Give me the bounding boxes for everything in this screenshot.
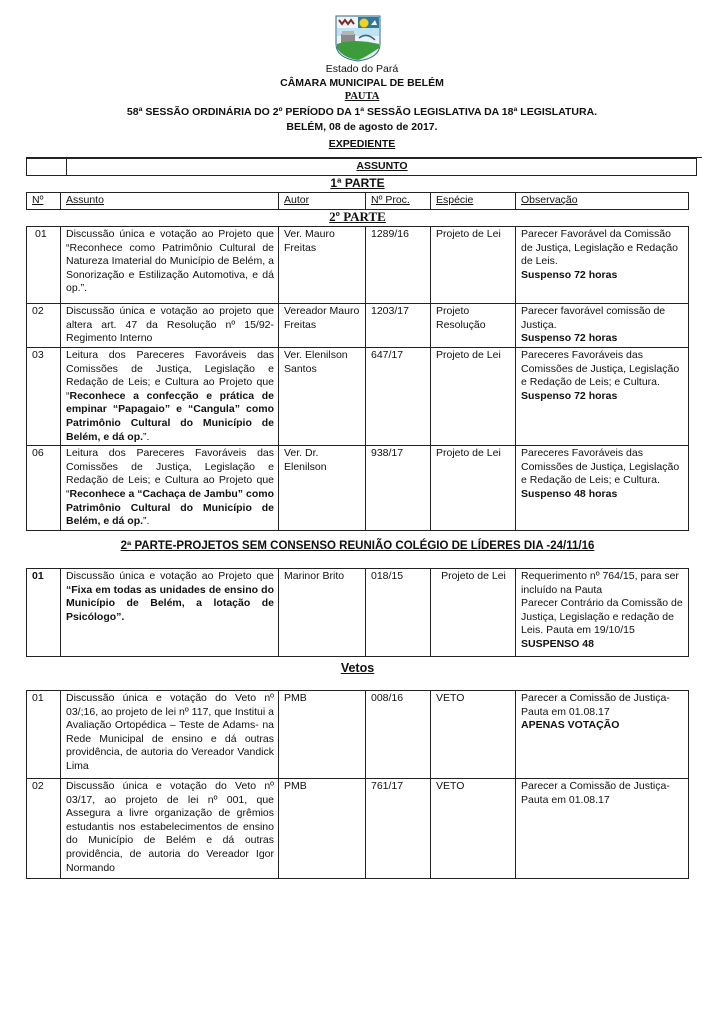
row-number: 02 xyxy=(27,304,61,348)
table-row xyxy=(27,446,689,531)
row-number: 01 xyxy=(27,691,61,779)
state-name: Estado do Pará xyxy=(325,63,399,75)
row-especie: VETO xyxy=(431,691,516,779)
chamber-name: CÂMARA MUNICIPAL DE BELÉM xyxy=(280,77,444,89)
col-header-num: Nº xyxy=(27,193,61,210)
row-observacao: Parecer a Comissão de Justiça-Pauta em 01.08.17 xyxy=(516,779,689,879)
row-autor: Ver. Dr. Elenilson xyxy=(279,446,366,531)
assunto-table xyxy=(26,158,697,176)
row-number: 06 xyxy=(27,446,61,531)
table-row xyxy=(27,569,689,657)
row-autor: Ver. Mauro Freitas xyxy=(279,227,366,304)
column-header-table xyxy=(26,192,689,210)
row-observacao: Parecer a Comissão de Justiça-Pauta em 01.08.17 APENAS VOTAÇÃO xyxy=(516,691,689,779)
row-especie: VETO xyxy=(431,779,516,879)
section-parte2: 2º PARTE xyxy=(329,209,386,224)
vetos-table xyxy=(26,690,689,879)
row-observacao: Parecer Favorável da Comissão de Justiça, Legislação e Redação de Leis. Suspenso 72 horas xyxy=(516,227,689,304)
row-assunto: Discussão única e votação do Veto nº 03/;16, ao projeto de lei nº 117, que Institui a Avaliação Ortopédica – Teste de Adams- na Rede Municipal de ensino e dá outras providência, de autoria do Vereador Vandick Lima xyxy=(61,691,279,779)
parte2-table xyxy=(26,226,689,531)
row-number: 01 xyxy=(27,569,61,657)
row-number: 01 xyxy=(27,227,61,304)
row-number: 03 xyxy=(27,348,61,446)
row-number: 02 xyxy=(27,779,61,879)
empty-cell xyxy=(27,159,67,176)
section-vetos: Vetos xyxy=(340,661,375,675)
row-assunto: Leitura dos Pareceres Favoráveis das Comissões de Justiça, Legislação e Redação de Leis; e Cultura ao Projeto que “Reconhece a “Cachaça de Jambu” como Patrimônio Cultural do Município de Belém, e dá op.”. xyxy=(61,446,279,531)
row-observacao: Pareceres Favoráveis das Comissões de Justiça, Legislação e Redação de Leis; e Cultura. Suspenso 72 horas xyxy=(516,348,689,446)
row-observacao: Parecer favorável comissão de Justiça. Suspenso 72 horas xyxy=(516,304,689,348)
table-row xyxy=(27,348,689,446)
row-assunto: Discussão única e votação ao Projeto que “Fixa em todas as unidades de ensino do Município de Belém, a lotação de Psicólogo”. xyxy=(61,569,279,657)
row-proc: 1203/17 xyxy=(366,304,431,348)
row-especie: Projeto Resolução xyxy=(431,304,516,348)
pauta-title: PAUTA xyxy=(344,91,380,102)
row-autor: Vereador Mauro Freitas xyxy=(279,304,366,348)
expediente-title: EXPEDIENTE xyxy=(328,138,396,150)
section-sem-consenso: 2ª PARTE-PROJETOS SEM CONSENSO REUNIÃO COLÉGIO DE LÍDERES DIA -24/11/16 xyxy=(120,540,595,552)
col-header-especie: Espécie xyxy=(431,193,516,210)
col-header-proc: Nº Proc. xyxy=(366,193,431,210)
row-especie: Projeto de Lei xyxy=(431,227,516,304)
row-autor: Ver. Elenilson Santos xyxy=(279,348,366,446)
col-header-autor: Autor xyxy=(279,193,366,210)
row-proc: 008/16 xyxy=(366,691,431,779)
row-proc: 761/17 xyxy=(366,779,431,879)
row-autor: Marinor Brito xyxy=(279,569,366,657)
row-proc: 1289/16 xyxy=(366,227,431,304)
row-proc: 647/17 xyxy=(366,348,431,446)
row-autor: PMB xyxy=(279,779,366,879)
row-autor: PMB xyxy=(279,691,366,779)
row-observacao: Requerimento nº 764/15, para ser incluído na Pauta Parecer Contrário da Comissão de Justiça, Legislação e redação de Leis. Pauta em 19/10/15 SUSPENSO 48 xyxy=(516,569,689,657)
session-title: 58ª SESSÃO ORDINÁRIA DO 2º PERÍODO DA 1ª SESSÃO LEGISLATIVA DA 18ª LEGISLATURA. xyxy=(126,106,598,118)
table-row xyxy=(27,691,689,779)
table-row xyxy=(27,304,689,348)
row-especie: Projeto de Lei xyxy=(431,446,516,531)
col-header-assunto: Assunto xyxy=(61,193,279,210)
row-especie: Projeto de Lei xyxy=(431,569,516,657)
row-especie: Projeto de Lei xyxy=(431,348,516,446)
row-assunto: Discussão única e votação do Veto nº 03/17, ao projeto de lei nº 001, que Assegura a livre organização de grêmios estudantis nos estabelecimentos de ensino do Município de Belém e dá outras providência, de autoria do Vereador Igor Normando xyxy=(61,779,279,879)
coat-of-arms-icon xyxy=(333,14,383,62)
table-row xyxy=(27,779,689,879)
assunto-header: ASSUNTO xyxy=(67,159,697,176)
sem-consenso-table xyxy=(26,568,689,657)
section-parte1: 1ª PARTE xyxy=(330,176,385,190)
table-row xyxy=(27,227,689,304)
row-proc: 018/15 xyxy=(366,569,431,657)
row-assunto: Discussão única e votação ao Projeto que “Reconhece como Patrimônio Cultural de Natureza Imaterial do Município de Belém, a Sonorização e Estilização Automotiva, e dá op.”. xyxy=(61,227,279,304)
row-assunto: Discussão única e votação ao projeto que altera art. 47 da Resolução nº 15/92-Regimento Interno xyxy=(61,304,279,348)
session-date: BELÉM, 08 de agosto de 2017. xyxy=(286,121,438,133)
row-assunto: Leitura dos Pareceres Favoráveis das Comissões de Justiça, Legislação e Redação de Leis; e Cultura ao Projeto que “Reconhece a confecção e prática de empinar “Papagaio” e “Cangula” como Patrimônio Cultural do Município de Belém, e dá op.”. xyxy=(61,348,279,446)
col-header-observacao: Observação xyxy=(516,193,689,210)
row-observacao: Pareceres Favoráveis das Comissões de Justiça, Legislação e Redação de Leis; e Cultura. Suspenso 48 horas xyxy=(516,446,689,531)
row-proc: 938/17 xyxy=(366,446,431,531)
